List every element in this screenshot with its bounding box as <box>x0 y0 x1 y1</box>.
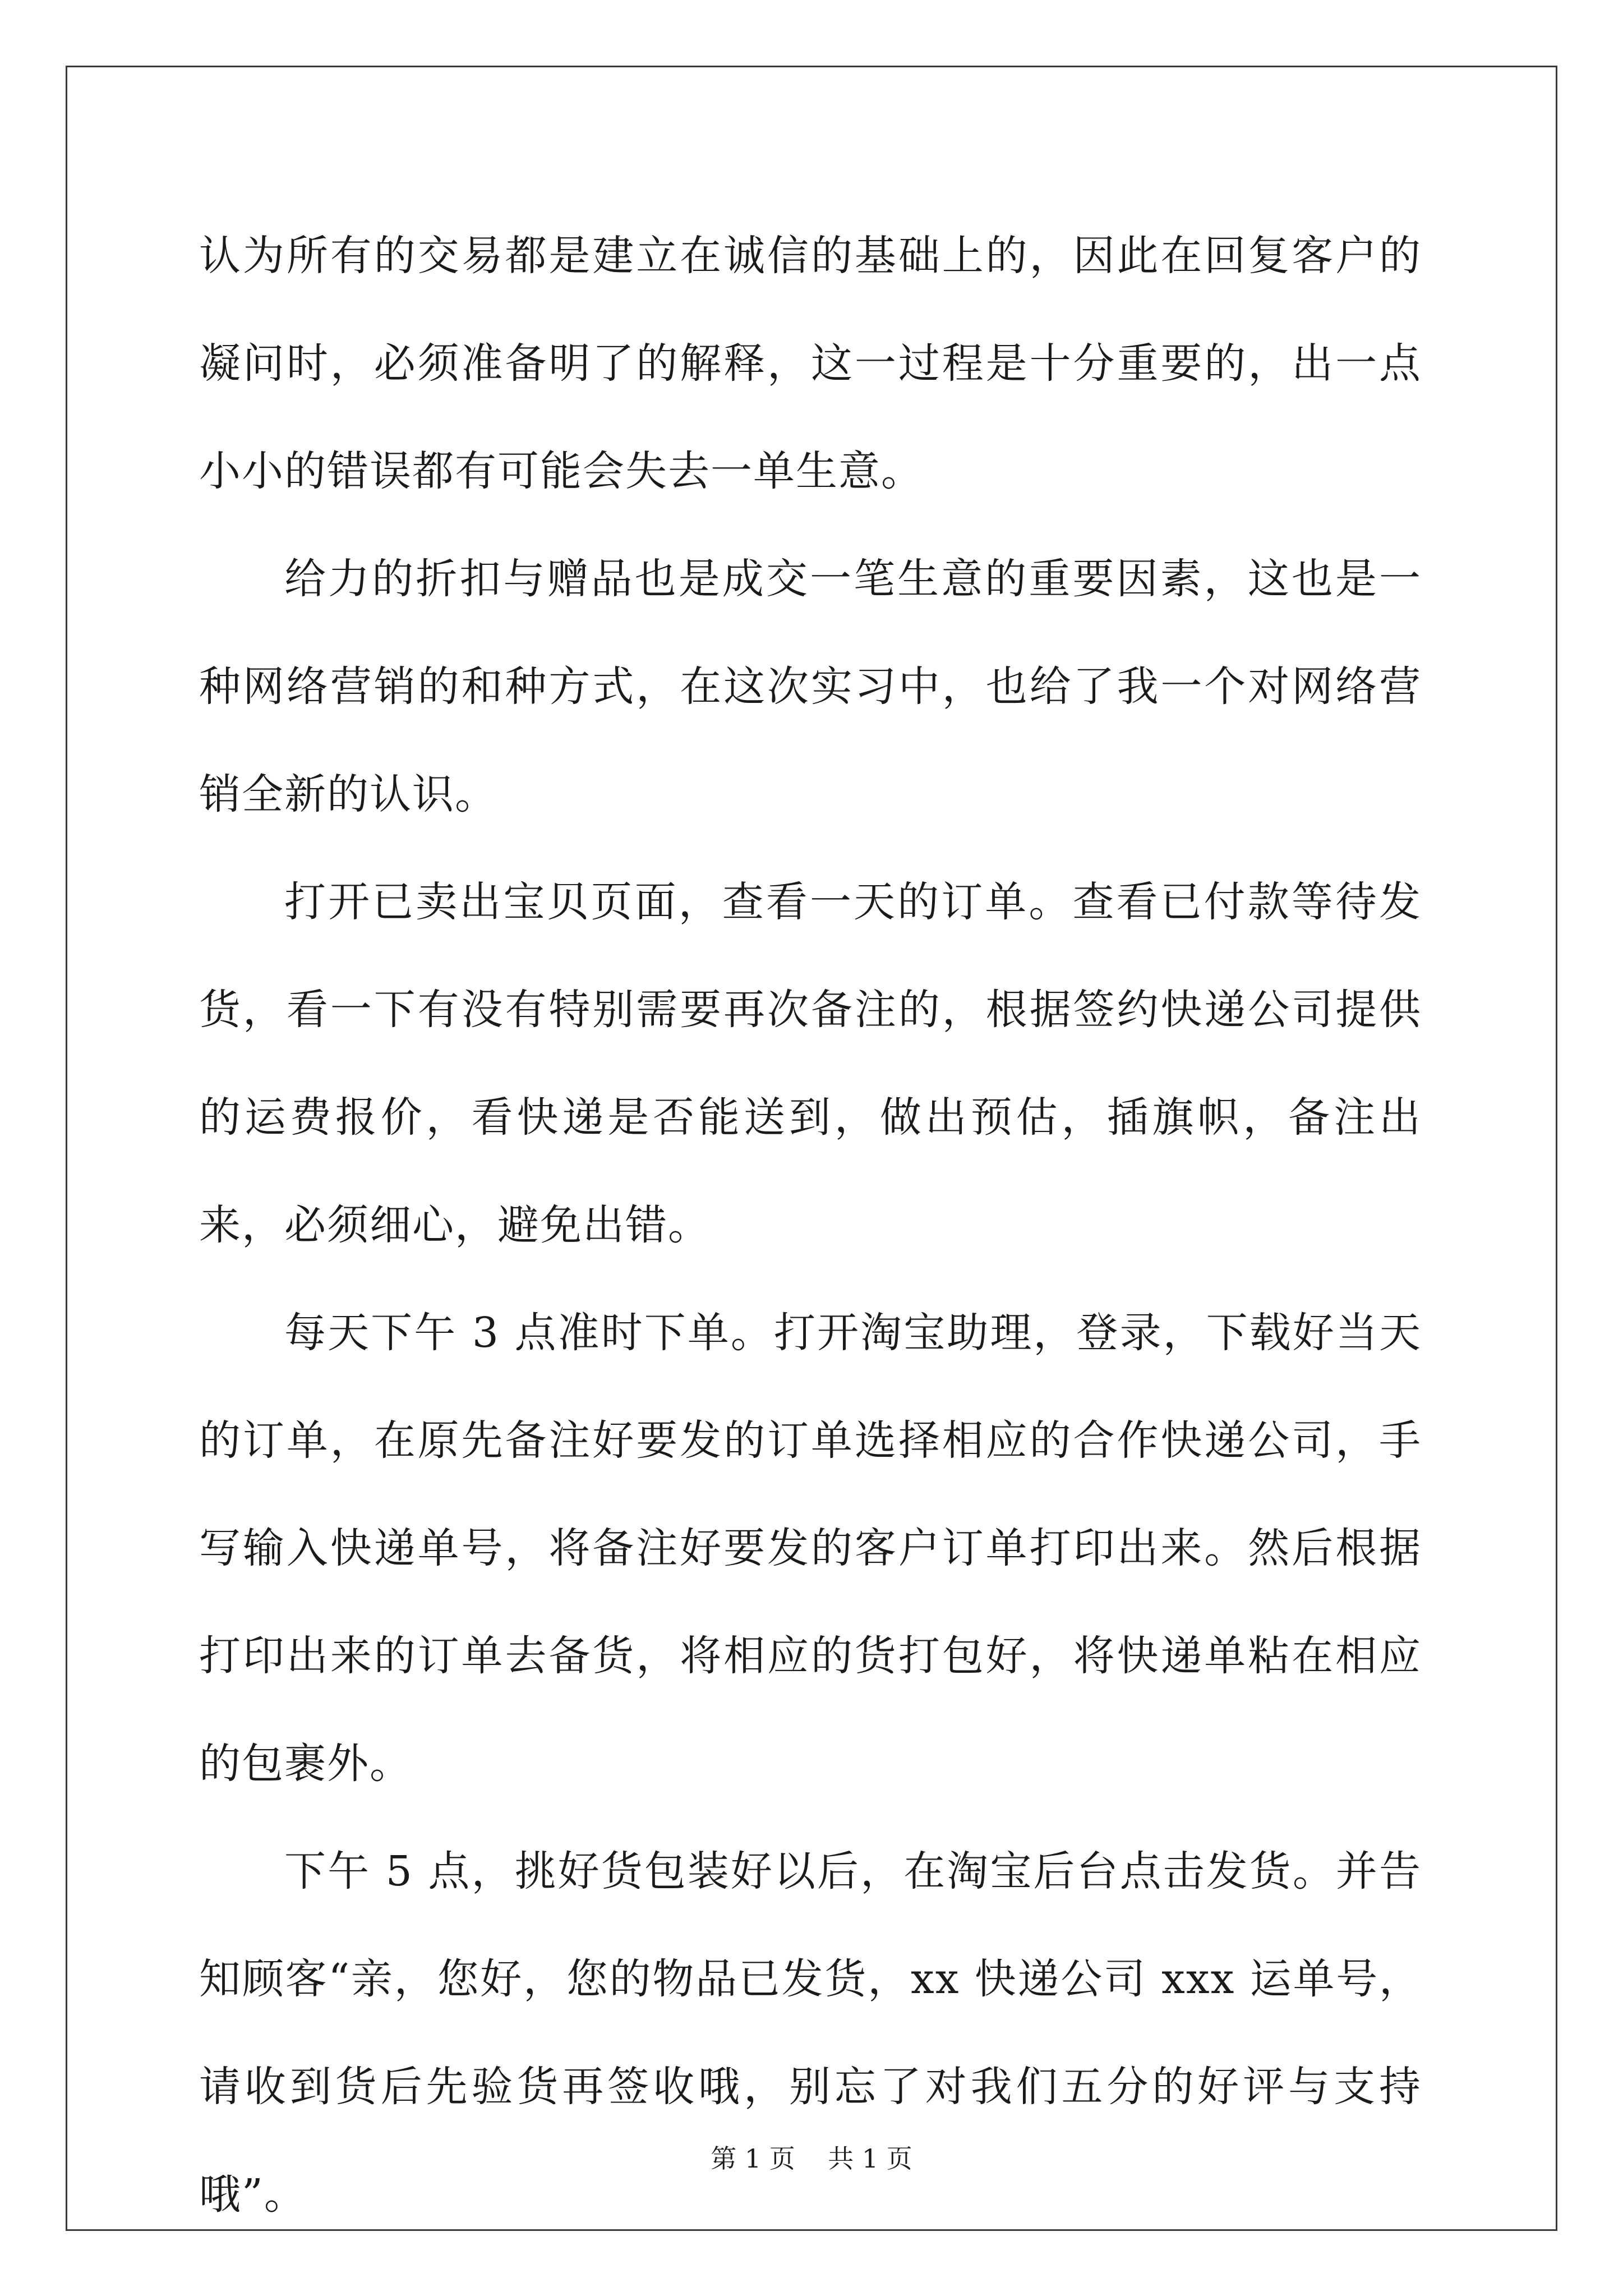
document-body <box>199 202 1422 2248</box>
page-number-footer: 第 1 页 共 1 页 <box>711 2143 912 2174</box>
paragraph-4: 每天下午 3 点准时下单。打开淘宝助理，登录，下载好当天的订单，在原先备注好要发的订单选择相应的合作快递公司，手写输入快递单号，将备注好要发的客户订单打印出来。然后根据打印出来的订单去备货，将相应的货打包好，将快递单粘在相应的包裹外。 <box>199 1309 1422 1788</box>
paragraph-5: 下午 5 点，挑好货包装好以后，在淘宝后台点击发货。并告知顾客“亲，您好，您的物品已发货，xx 快递公司 xxx 运单号，请收到货后先验货再签收哦，别忘了对我们五分的好评与支持哦”。 <box>199 1847 1422 2219</box>
paragraph-2: 给力的折扣与赠品也是成交一笔生意的重要因素，这也是一种网络营销的和种方式，在这次实习中，也给了我一个对网络营销全新的认识。 <box>199 555 1422 818</box>
paragraph-1: 认为所有的交易都是建立在诚信的基础上的，因此在回复客户的凝问时，必须准备明了的解释，这一过程是十分重要的，出一点小小的错误都有可能会失去一单生意。 <box>199 232 1422 495</box>
paragraph-3: 打开已卖出宝贝页面，查看一天的订单。查看已付款等待发货，看一下有没有特别需要再次备注的，根据签约快递公司提供的运费报价，看快递是否能送到，做出预估，插旗帜，备注出来，必须细心，避免出错。 <box>199 878 1422 1249</box>
